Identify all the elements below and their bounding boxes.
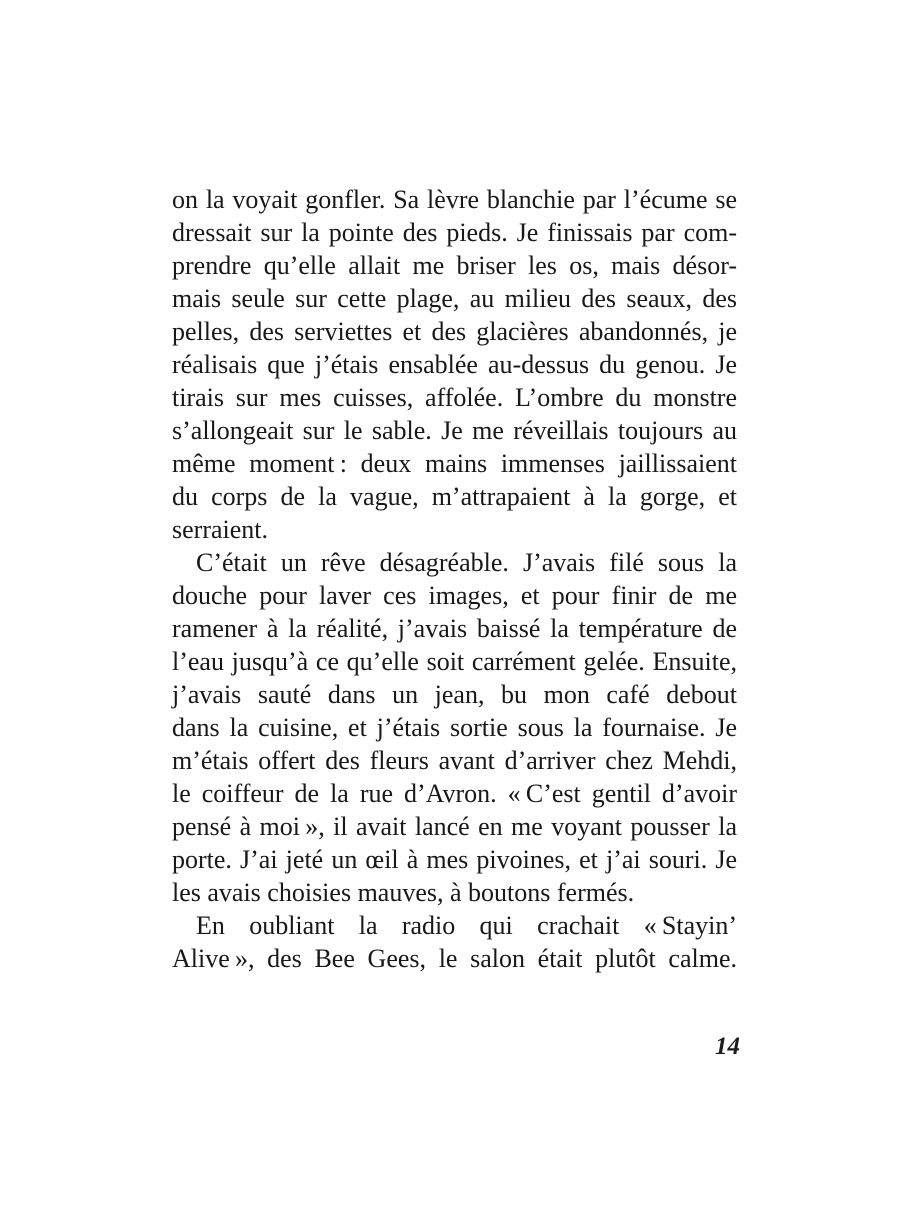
text-line: porte. J’ai jeté un œil à mes pivoines, et j’ai souri. Je — [172, 845, 737, 874]
paragraph — [172, 909, 737, 975]
text-line: douche pour laver ces images, et pour finir de me — [172, 581, 737, 610]
text-line: prendre qu’elle allait me briser les os, mais désor- — [172, 251, 737, 280]
page-number: 14 — [715, 1033, 740, 1060]
text-line: En oubliant la radio qui crachait « Stayin’ — [196, 911, 737, 940]
paragraph — [172, 183, 737, 546]
text-line: on la voyait gonfler. Sa lèvre blanchie par l’écume se — [172, 185, 737, 214]
text-line: le coiffeur de la rue d’Avron. « C’est gentil d’avoir — [172, 779, 737, 808]
text-line: Alive », des Bee Gees, le salon était plutôt calme. — [172, 944, 737, 973]
text-line: les avais choisies mauves, à boutons fermés. — [172, 878, 635, 907]
text-line: j’avais sauté dans un jean, bu mon café debout — [172, 680, 737, 709]
text-line: ramener à la réalité, j’avais baissé la température de — [172, 614, 737, 643]
paragraph — [172, 546, 737, 909]
text-line: dans la cuisine, et j’étais sortie sous la fournaise. Je — [172, 713, 737, 742]
text-line: pensé à moi », il avait lancé en me voyant pousser la — [172, 812, 737, 841]
text-line: s’allongeait sur le sable. Je me réveillais toujours au — [172, 416, 737, 445]
text-line: l’eau jusqu’à ce qu’elle soit carrément gelée. Ensuite, — [172, 647, 737, 676]
text-line: m’étais offert des fleurs avant d’arriver chez Mehdi, — [172, 746, 737, 775]
text-line: dressait sur la pointe des pieds. Je finissais par com- — [172, 218, 737, 247]
text-line: du corps de la vague, m’attrapaient à la gorge, et — [172, 482, 737, 511]
text-line: mais seule sur cette plage, au milieu des seaux, des — [172, 284, 737, 313]
text-line: C’était un rêve désagréable. J’avais filé sous la — [196, 548, 737, 577]
text-line: serraient. — [172, 515, 269, 544]
text-line: tirais sur mes cuisses, affolée. L’ombre du monstre — [172, 383, 737, 412]
text-line: pelles, des serviettes et des glacières abandonnés, je — [172, 317, 737, 346]
body-text — [172, 183, 737, 975]
text-line: même moment : deux mains immenses jaillissaient — [172, 449, 737, 478]
text-line: réalisais que j’étais ensablée au-dessus du genou. Je — [172, 350, 737, 379]
